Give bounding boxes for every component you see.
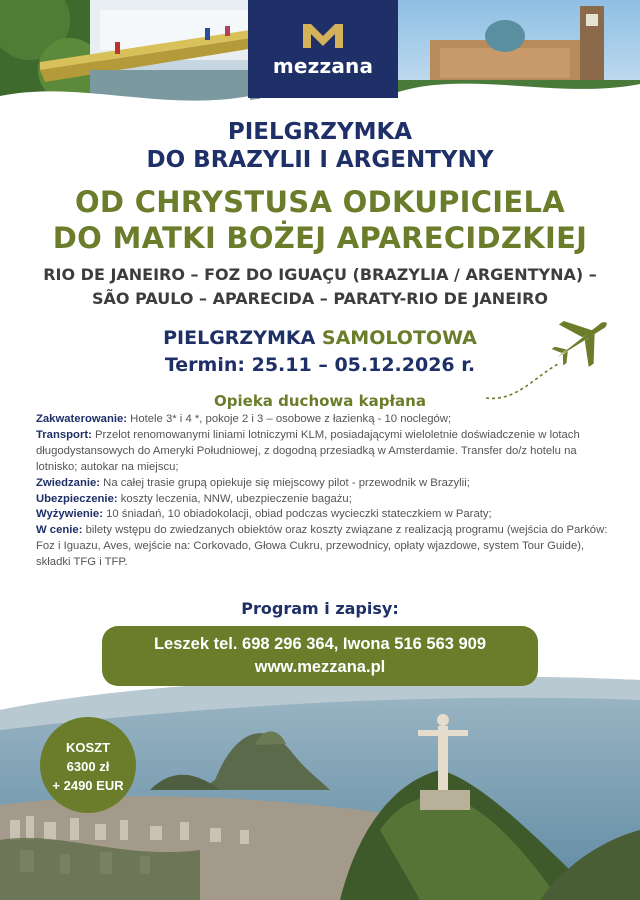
contact-phones: Leszek tel. 698 296 364, Iwona 516 563 909 (153, 635, 487, 653)
detail-label: Ubezpieczenie: (36, 492, 118, 505)
detail-text: Przelot renomowanymi liniami lotniczymi KLM, posiadającymi wieloletnie doświadczenie w lotach długodystansowych do Ameryki Południowej, z dogodną przesiadką w Amsterdamie. Transfer do/z hotelu na lotnisko; autokar na miejscu; (36, 428, 580, 473)
route-line-2: SÃO PAULO – APARECIDA – PARATY-RIO DE JANEIRO (91, 289, 548, 308)
route-line-1: RIO DE JANEIRO – FOZ DO IGUAÇU (BRAZYLIA / ARGENTYNA) – (43, 265, 597, 284)
detail-text: 10 śniadań, 10 obiadokolacji, obiad podczas wycieczki stateczkiem w Paraty; (102, 508, 492, 521)
program-label: Program i zapisy: (241, 599, 399, 618)
price-badge (40, 717, 136, 813)
price-eur: + 2490 EUR (52, 778, 124, 793)
price-pln: 6300 zł (66, 759, 110, 774)
airplane-icon (476, 306, 616, 406)
detail-label: W cenie: (36, 524, 83, 537)
detail-text: Na całej trasie grupą opiekuje się miejscowy pilot - przewodnik w Brazylii; (100, 476, 470, 489)
contact-website[interactable]: www.mezzana.pl (254, 658, 386, 676)
brand-name: mezzana (272, 54, 374, 78)
contact-box (102, 626, 538, 686)
detail-label: Zakwaterowanie: (36, 413, 128, 425)
detail-text: Hotele 3* i 4 *, pokoje 2 i 3 – osobowe z łazienką - 10 noclegów; (127, 413, 452, 425)
spiritual-care: Opieka duchowa kapłana (214, 392, 426, 410)
detail-transport (36, 428, 616, 476)
detail-included (36, 523, 616, 571)
title-line-4: DO MATKI BOŻEJ APARECIDZKIEJ (52, 221, 588, 255)
detail-label: Wyżywienie: (36, 508, 103, 521)
detail-label: Zwiedzanie: (36, 476, 101, 489)
title-line-3: OD CHRYSTUSA ODKUPICIELA (74, 185, 566, 219)
trip-kind-prefix: PIELGRZYMKA (163, 327, 316, 349)
price-label: KOSZT (65, 740, 111, 755)
detail-label: Transport: (36, 428, 92, 441)
title-line-2: DO BRAZYLII I ARGENTYNY (146, 147, 494, 173)
title-line-1: PIELGRZYMKA (227, 119, 413, 145)
trip-details (36, 412, 616, 571)
detail-insurance (36, 492, 616, 508)
term-value: 25.11 – 05.12.2026 r. (251, 354, 476, 376)
brand-logo-box (248, 0, 398, 98)
header-photo-strip (0, 0, 640, 112)
detail-text: bilety wstępu do zwiedzanych obiektów oraz koszty związane z realizacją programu (wejścia do Parków: Foz i Iguazu, Aves, wejście na: Corkovado, Głowa Cukru, przewodnicy, opłaty wjazdowe, system Tour Guide), składki TFG i TFP. (36, 524, 608, 569)
detail-text: koszty leczenia, NNW, ubezpieczenie bagażu; (117, 492, 352, 505)
mezzana-logo-icon (301, 22, 345, 50)
detail-accommodation (36, 412, 616, 428)
trip-kind-suffix: SAMOLOTOWA (321, 327, 477, 349)
term-label: Termin: (164, 354, 245, 376)
detail-sightseeing (36, 476, 616, 492)
detail-meals (36, 507, 616, 523)
